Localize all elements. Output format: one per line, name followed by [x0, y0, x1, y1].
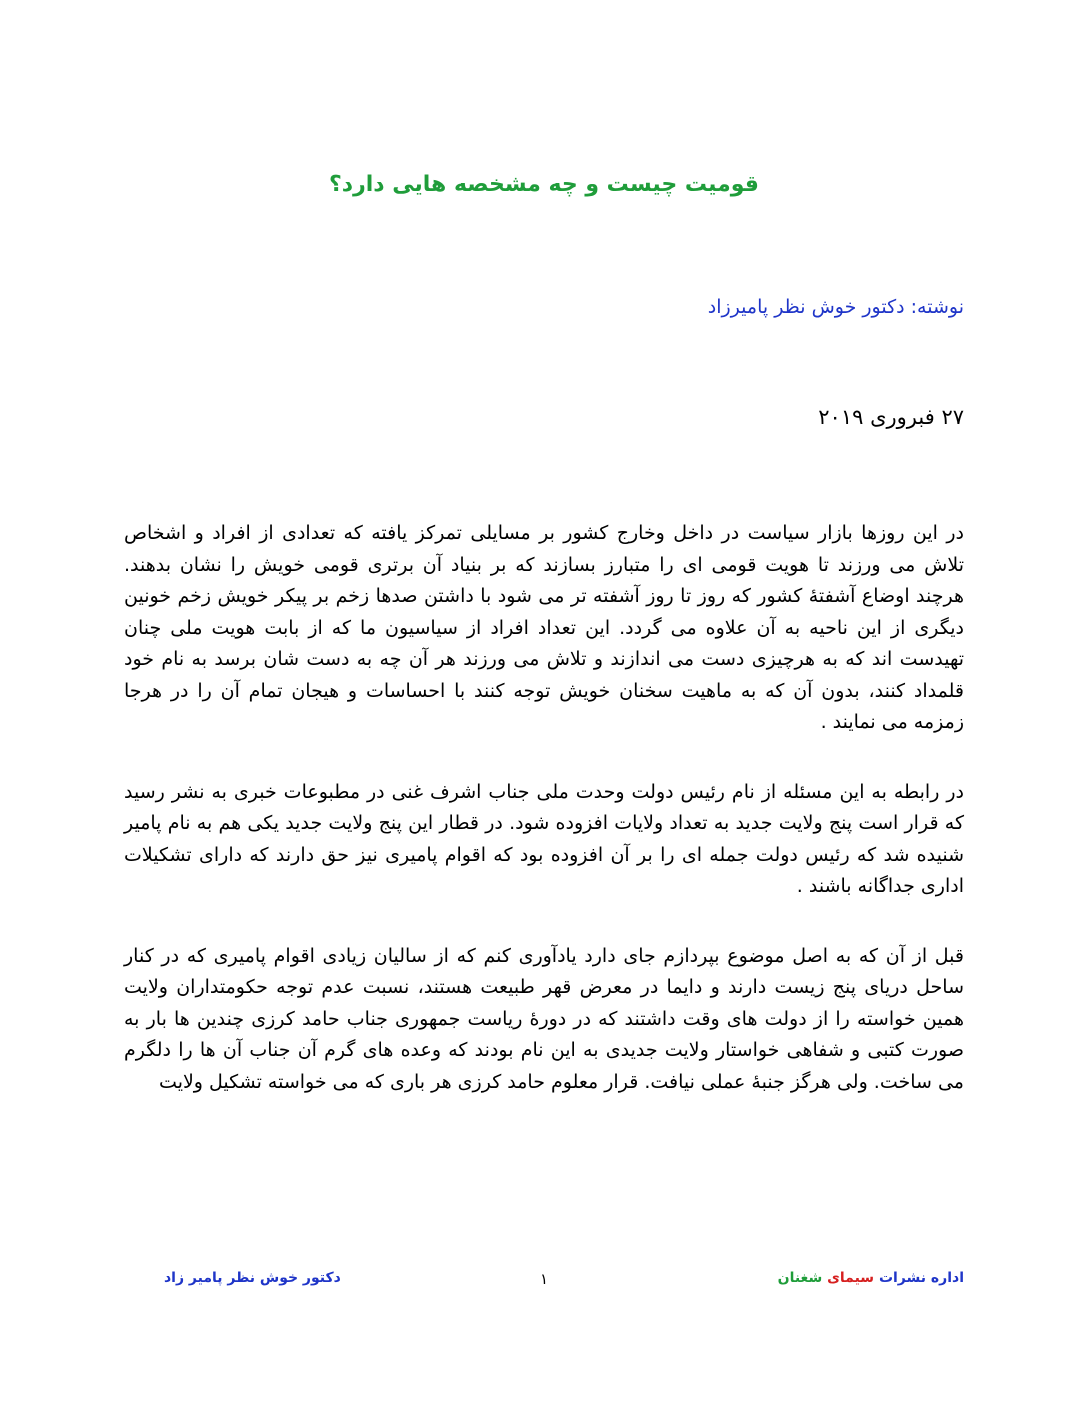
footer-brand-part1: سیمای: [827, 1270, 875, 1286]
footer-brand-part2: شغنان: [777, 1270, 823, 1286]
paragraph: قبل از آن که به اصل موضوع بپردازم جای دارد یادآوری کنم که از سالیان زیادی اقوام پامیری که در کنار ساحل دریای پنج زیست دارند و دایما در معرض قهر طبیعت هستند، نسبت عدم توجه حکومتداران ولایت همین خواسته را از دولت های وقت داشتند که در دورهٔ ریاست جمهوری جناب حامد کرزی چندین ها بار به صورت کتبی و شفاهی خواستار ولایت جدیدی به این نام بودند که وعده های گرم آن جناب آن ها را دلگرم می ساخت. ولی هرگز جنبهٔ عملی نیافت. قرار معلوم حامد کرزی هر باری که می خواسته تشکیل ولایت: [124, 944, 964, 1093]
article-body: [124, 518, 964, 1136]
paragraph: در این روزها بازار سیاست در داخل وخارج کشور بر مسایلی تمرکز یافته که تعدادی از افراد و اشخاص تلاش می ورزند تا هویت قومی ای را متبارز بسازند که بر بنیاد آن برتری قومی خویش را نشان بدهند. هرچند اوضاع آشفتهٔ کشور که روز تا روز آشفته تر می شود با داشتن صدها زخم بر پیکر خویش زخم خونین دیگری از این ناحیه به آن علاوه می گردد. این تعداد افراد از سیاسیون ما که از بابت هویت ملی چنان تهیدست اند که به هرچیزی دست می اندازند و تلاش می ورزند هر آن چه به دست شان برسد به نام خود قلمداد کنند، بدون آن که به ماهیت سخنان خویش توجه کنند با احساسات و هیجان تمام آن را در هرجا زمزمه می نمایند .: [124, 522, 964, 733]
paragraph: در رابطه به این مسئله از نام رئیس دولت وحدت ملی جناب اشرف غنی در مطبوعات خبری به نشر رسید که قرار است پنج ولایت جدید به تعداد ولایات افزوده شود. در قطار این پنج ولایت جدید یکی هم به نام پامیر شنیده شد که رئیس دولت جمله ای را بر آن افزوده بود که اقوام پامیری نیز حق دارند که دارای تشکیلات اداری جداگانه باشند .: [124, 780, 964, 897]
document-title: قومیت چیست و چه مشخصه هایی دارد؟: [329, 172, 759, 197]
publication-date: ۲۷ فبروری ۲۰۱۹: [818, 405, 964, 429]
page-footer: [124, 1270, 964, 1300]
author-line: نوشته: دکتور خوش نظر پامیرزاد: [707, 296, 964, 318]
footer-page-number: ۱: [539, 1270, 549, 1288]
footer-publisher-prefix: اداره نشرات: [878, 1270, 964, 1286]
footer-author: دکتور خوش نظر پامیر زاد: [164, 1270, 341, 1286]
